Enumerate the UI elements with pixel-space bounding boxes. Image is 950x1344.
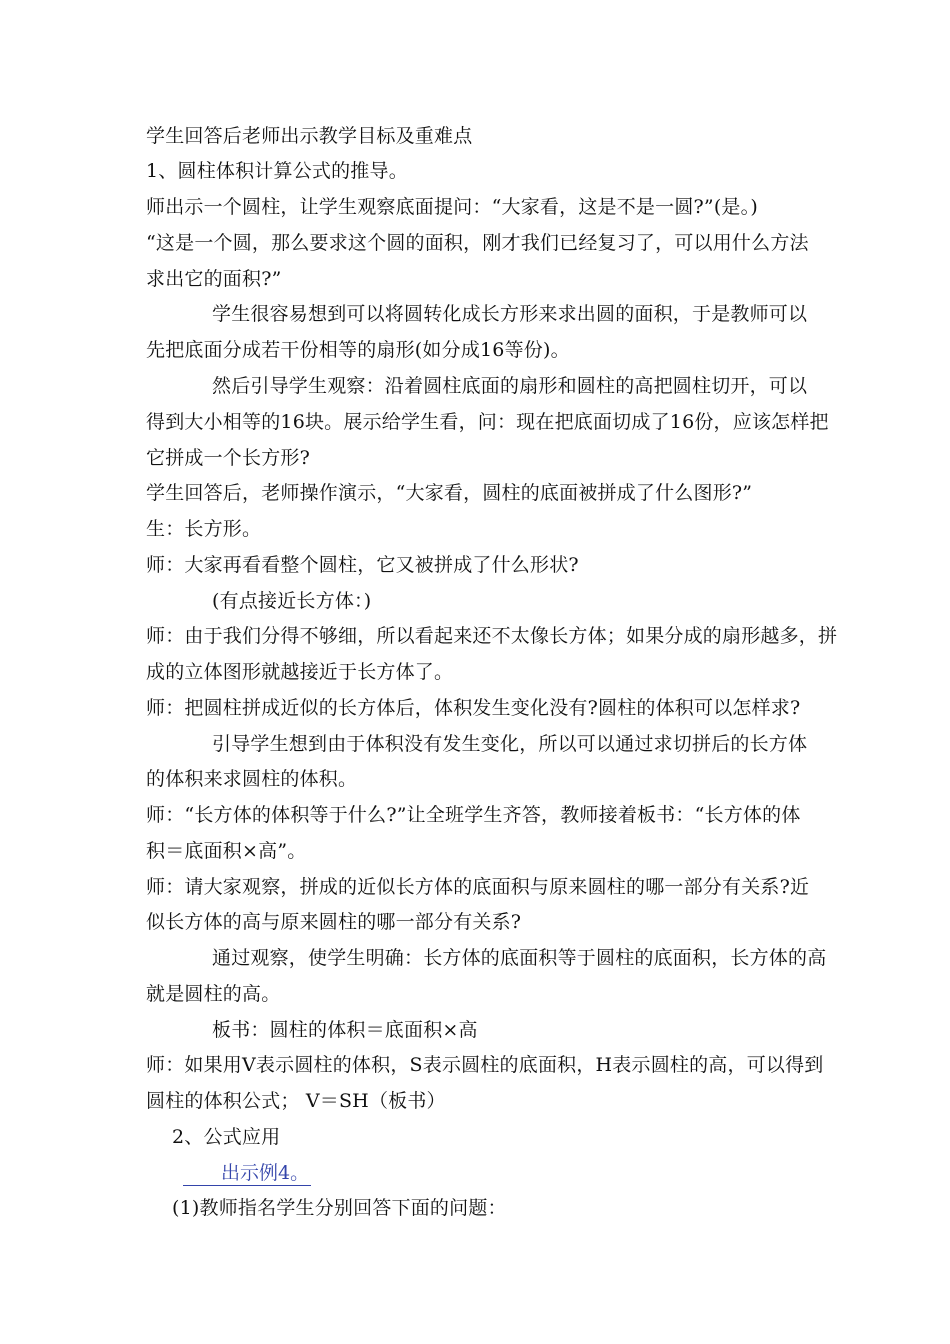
text-line: 师：请大家观察，拼成的近似长方体的底面积与原来圆柱的哪一部分有关系?近: [146, 876, 810, 898]
text-line: (有点接近长方体：): [212, 590, 372, 612]
section-heading: 1、圆柱体积计算公式的推导。: [146, 160, 408, 182]
text-line: 师：“长方体的体积等于什么?”让全班学生齐答，教师接着板书：“长方体的体: [146, 804, 801, 826]
text-line: 师出示一个圆柱，让学生观察底面提问：“大家看，这是不是一圆?”(是。): [146, 196, 758, 218]
text-line: 就是圆柱的高。: [146, 983, 281, 1005]
text-line: 通过观察，使学生明确：长方体的底面积等于圆柱的底面积，长方体的高: [212, 947, 827, 969]
text-line: 求出它的面积?”: [146, 268, 282, 290]
text-line: 似长方体的高与原来圆柱的哪一部分有关系?: [146, 911, 522, 933]
text-line: 生：长方形。: [146, 518, 262, 540]
text-line: 板书：圆柱的体积＝底面积×高: [212, 1019, 478, 1041]
text-line: 学生很容易想到可以将圆转化成长方形来求出圆的面积，于是教师可以: [212, 303, 808, 325]
text-line: 它拼成一个长方形?: [146, 447, 310, 469]
example-link[interactable]: 出示例4。: [183, 1161, 311, 1186]
text-line: 得到大小相等的16块。展示给学生看，问：现在把底面切成了16份，应该怎样把: [146, 411, 829, 433]
text-line: 成的立体图形就越接近于长方体了。: [146, 661, 454, 683]
text-line: (1)教师指名学生分别回答下面的问题：: [172, 1197, 507, 1219]
text-line: 学生回答后老师出示教学目标及重难点: [146, 125, 473, 147]
text-line: 圆柱的体积公式； V＝SH（板书）: [146, 1090, 446, 1112]
text-line: 师：由于我们分得不够细，所以看起来还不太像长方体；如果分成的扇形越多，拼: [146, 625, 838, 647]
text-line: 引导学生想到由于体积没有发生变化，所以可以通过求切拼后的长方体: [212, 733, 808, 755]
text-line: “这是一个圆，那么要求这个圆的面积，刚才我们已经复习了，可以用什么方法: [146, 232, 809, 254]
text-line: 师：大家再看看整个圆柱，它又被拼成了什么形状?: [146, 554, 579, 576]
text-line: 先把底面分成若干份相等的扇形(如分成16等份)。: [146, 339, 570, 361]
text-line: 积＝底面积×高”。: [146, 840, 307, 862]
text-line: 师：如果用V表示圆柱的体积，S表示圆柱的底面积，H表示圆柱的高，可以得到: [146, 1054, 824, 1076]
text-line: 师：把圆柱拼成近似的长方体后，体积发生变化没有?圆柱的体积可以怎样求?: [146, 697, 801, 719]
text-line: 然后引导学生观察：沿着圆柱底面的扇形和圆柱的高把圆柱切开，可以: [212, 375, 808, 397]
text-line: 学生回答后，老师操作演示，“大家看，圆柱的底面被拼成了什么图形?”: [146, 482, 753, 504]
section-heading: 2、公式应用: [172, 1126, 281, 1148]
text-line: 的体积来求圆柱的体积。: [146, 768, 358, 790]
